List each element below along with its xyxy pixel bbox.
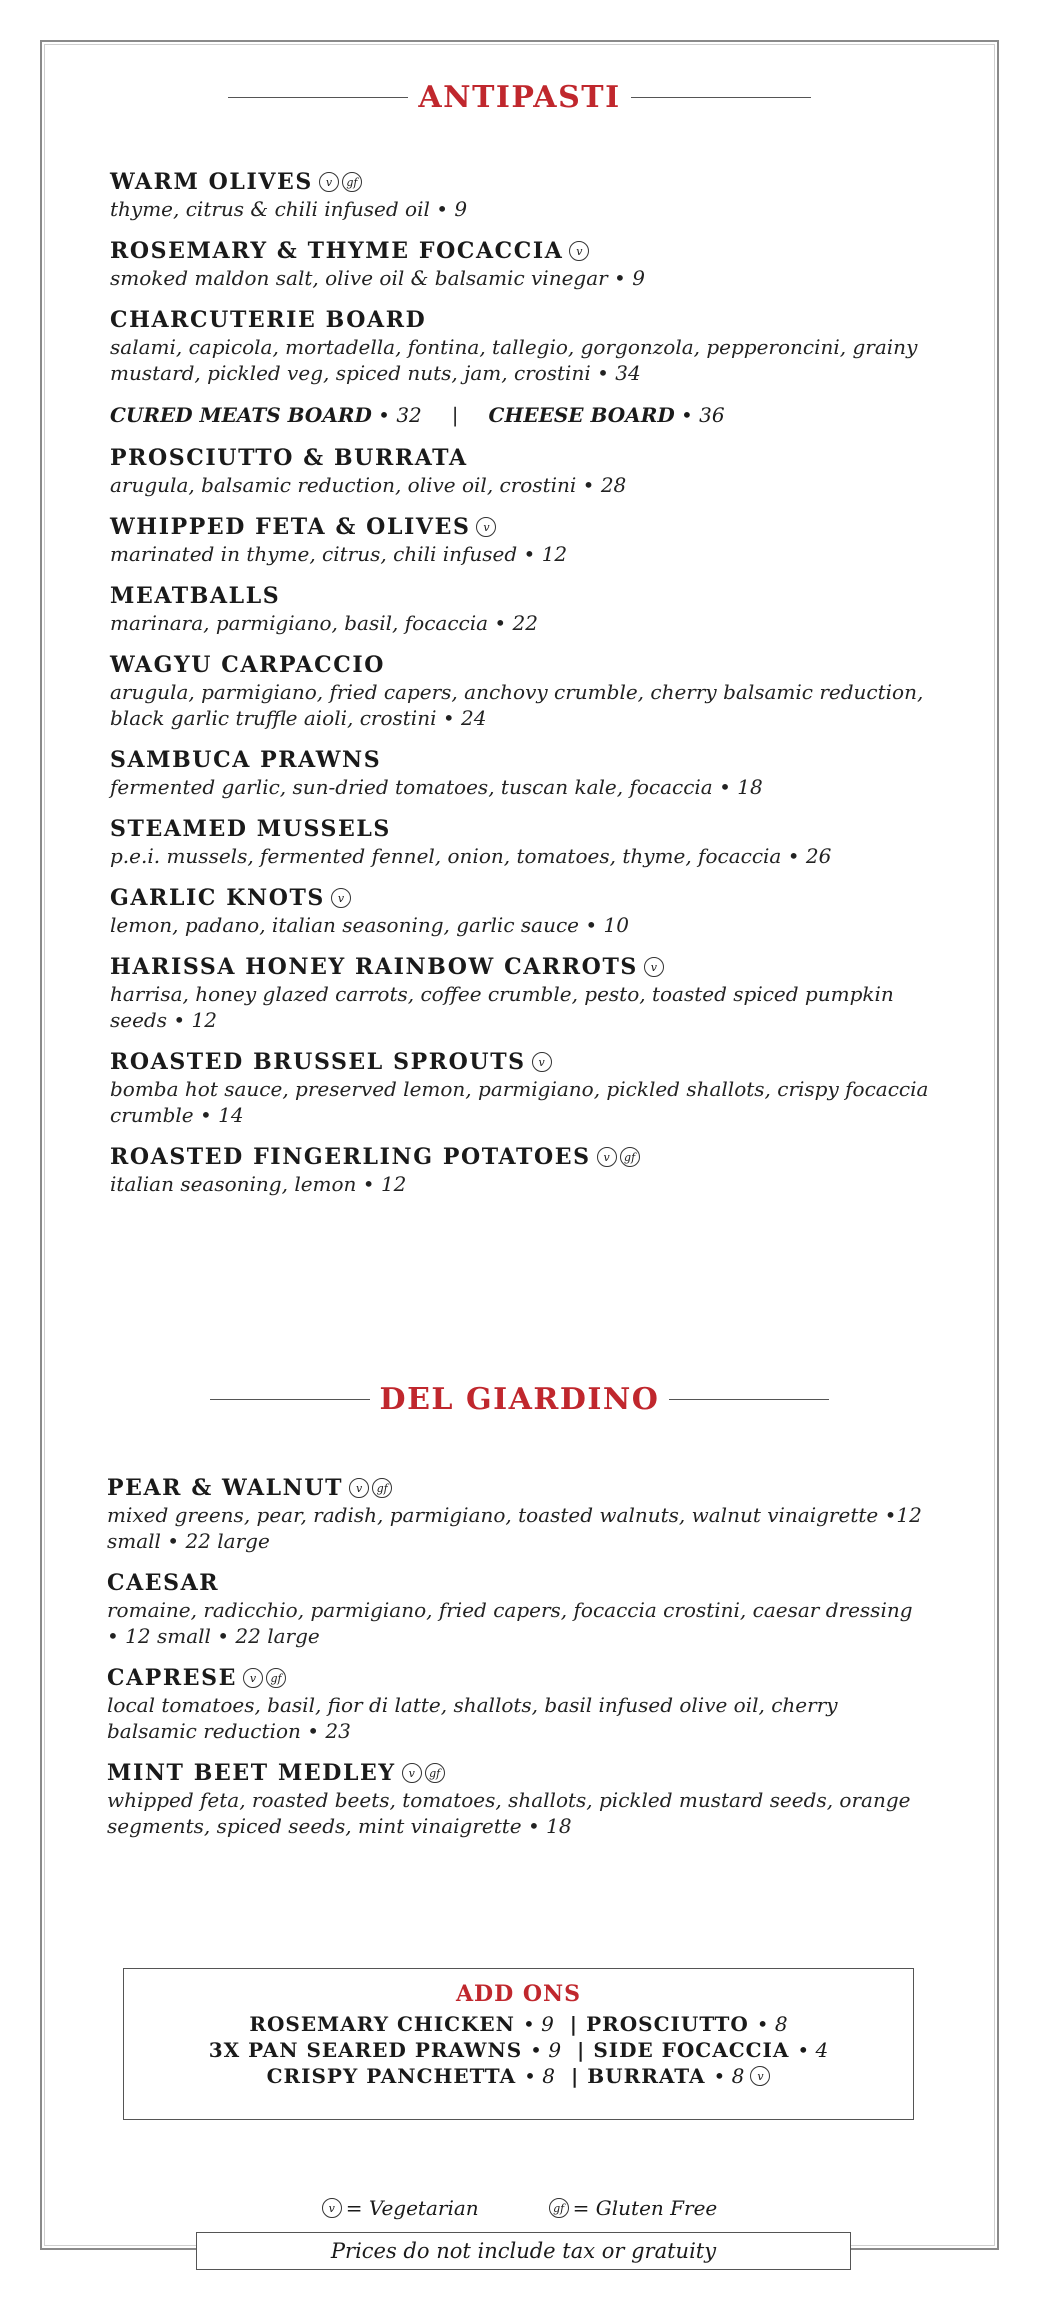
- vegetarian-badge-icon: v: [243, 1668, 263, 1688]
- menu-item-name: STEAMED MUSSELS: [110, 816, 391, 842]
- menu-item-description: whipped feta, roasted beets, tomatoes, shallots, pickled mustard seeds, orange segments, spiced seeds, mint vinaigrette • 18: [107, 1788, 911, 1838]
- menu-item-name-row: [110, 306, 930, 334]
- legend-vegetarian: [322, 2196, 479, 2220]
- vegetarian-badge-icon: v: [750, 2066, 770, 2086]
- menu-item: [110, 746, 930, 800]
- legend-vegetarian-label: = Vegetarian: [345, 2196, 479, 2220]
- menu-item-description: lemon, padano, italian seasoning, garlic sauce • 10: [110, 913, 629, 937]
- menu-item-name: CHARCUTERIE BOARD: [110, 307, 427, 333]
- cured-meats-board-name: CURED MEATS BOARD: [110, 403, 372, 427]
- giardino-heading-row: [0, 1382, 1039, 1417]
- menu-item-name: ROSEMARY & THYME FOCACCIA: [110, 238, 564, 264]
- giardino-heading: DEL GIARDINO: [379, 1382, 660, 1417]
- boards-row: [110, 401, 930, 429]
- menu-item: [107, 1474, 927, 1554]
- giardino-list: [107, 1474, 927, 1854]
- menu-item-description: fermented garlic, sun-dried tomatoes, tuscan kale, focaccia • 18: [110, 775, 763, 799]
- legend-gluten-free: [549, 2196, 718, 2220]
- menu-item-name: WARM OLIVES: [110, 169, 313, 195]
- addons-line-2: [124, 2037, 913, 2063]
- cheese-board-name: CHEESE BOARD: [488, 403, 675, 427]
- addon-name: BURRATA: [587, 2064, 706, 2088]
- menu-item-description: arugula, balsamic reduction, olive oil, crostini • 28: [110, 473, 627, 497]
- addons-line-1: [124, 2011, 913, 2037]
- heading-rule-right: [631, 97, 811, 98]
- menu-item-name: ROASTED BRUSSEL SPROUTS: [110, 1049, 526, 1075]
- cured-meats-board-price: • 32: [378, 403, 422, 427]
- vegetarian-badge-icon: v: [569, 241, 589, 261]
- antipasti-heading: ANTIPASTI: [418, 80, 621, 115]
- menu-item: [110, 884, 930, 938]
- menu-item-name-row: [110, 444, 930, 472]
- menu-item: [107, 1569, 927, 1649]
- menu-item-name: GARLIC KNOTS: [110, 885, 325, 911]
- vegetarian-badge-icon: v: [597, 1147, 617, 1167]
- menu-item-name: PROSCIUTTO & BURRATA: [110, 445, 468, 471]
- menu-item-description: salami, capicola, mortadella, fontina, tallegio, gorgonzola, pepperoncini, grainy mustard, pickled veg, spiced nuts, jam, crostini • 34: [110, 335, 918, 385]
- menu-item: [107, 1664, 927, 1744]
- price-footnote: Prices do not include tax or gratuity: [196, 2232, 851, 2270]
- vegetarian-badge-icon: v: [402, 1763, 422, 1783]
- gluten-free-badge-icon: gf: [266, 1668, 286, 1688]
- addon-name: 3X PAN SEARED PRAWNS: [208, 2038, 523, 2062]
- menu-item-description: romaine, radicchio, parmigiano, fried capers, focaccia crostini, caesar dressing • 12 small • 22 large: [107, 1598, 913, 1648]
- vegetarian-badge-icon: v: [322, 2198, 342, 2218]
- addon-name: CRISPY PANCHETTA: [266, 2064, 517, 2088]
- menu-item-name: CAPRESE: [107, 1665, 238, 1691]
- menu-item-name-row: [110, 513, 930, 541]
- vegetarian-badge-icon: v: [532, 1052, 552, 1072]
- menu-item: [110, 237, 930, 291]
- menu-item-name: HARISSA HONEY RAINBOW CARROTS: [110, 954, 638, 980]
- boards-separator: |: [451, 403, 459, 427]
- menu-item-description: bomba hot sauce, preserved lemon, parmigiano, pickled shallots, crispy focaccia crumble • 14: [110, 1077, 929, 1127]
- menu-item-name-row: [107, 1759, 927, 1787]
- menu-item: [110, 953, 930, 1033]
- menu-item-name-row: [110, 815, 930, 843]
- menu-item-description: marinara, parmigiano, basil, focaccia • 22: [110, 611, 539, 635]
- menu-item-name-row: [110, 746, 930, 774]
- addon-name: SIDE FOCACCIA: [593, 2038, 790, 2062]
- addon-price: • 4: [797, 2038, 829, 2062]
- vegetarian-badge-icon: v: [331, 888, 351, 908]
- menu-item-name: MEATBALLS: [110, 583, 281, 609]
- diet-legend: [0, 2196, 1039, 2220]
- menu-item: [110, 815, 930, 869]
- menu-item: [110, 513, 930, 567]
- menu-item-name-row: [110, 953, 930, 981]
- vegetarian-badge-icon: v: [476, 517, 496, 537]
- menu-item-name: PEAR & WALNUT: [107, 1475, 344, 1501]
- menu-item: [110, 168, 930, 222]
- menu-item-name-row: [110, 582, 930, 610]
- menu-item: [107, 1759, 927, 1839]
- menu-item-name: SAMBUCA PRAWNS: [110, 747, 382, 773]
- gluten-free-badge-icon: gf: [372, 1478, 392, 1498]
- menu-item-description: mixed greens, pear, radish, parmigiano, toasted walnuts, walnut vinaigrette •12 small • 22 large: [107, 1503, 922, 1553]
- menu-item-name: CAESAR: [107, 1570, 220, 1596]
- menu-item-description: smoked maldon salt, olive oil & balsamic vinegar • 9: [110, 266, 645, 290]
- gluten-free-badge-icon: gf: [549, 2198, 569, 2218]
- menu-item-name: WHIPPED FETA & OLIVES: [110, 514, 471, 540]
- menu-item-name-row: [107, 1569, 927, 1597]
- menu-item: [110, 651, 930, 731]
- menu-item-description: local tomatoes, basil, fior di latte, shallots, basil infused olive oil, cherry balsamic reduction • 23: [107, 1693, 838, 1743]
- menu-item: [110, 1048, 930, 1128]
- gluten-free-badge-icon: gf: [342, 172, 362, 192]
- heading-rule-right: [669, 1399, 829, 1400]
- legend-gluten-free-label: = Gluten Free: [572, 2196, 718, 2220]
- vegetarian-badge-icon: v: [319, 172, 339, 192]
- menu-item-name-row: [110, 1048, 930, 1076]
- vegetarian-badge-icon: v: [349, 1478, 369, 1498]
- menu-item-name-row: [110, 1143, 930, 1171]
- menu-item-name-row: [110, 237, 930, 265]
- addon-name: PROSCIUTTO: [586, 2012, 749, 2036]
- gluten-free-badge-icon: gf: [425, 1763, 445, 1783]
- menu-item-name-row: [107, 1664, 927, 1692]
- antipasti-heading-row: [0, 80, 1039, 115]
- addon-separator: |: [577, 2038, 586, 2062]
- addon-separator: |: [569, 2012, 579, 2036]
- addon-price: • 9: [522, 2012, 554, 2036]
- menu-item: [110, 1143, 930, 1197]
- addons-line-3: [124, 2063, 913, 2089]
- menu-item-description: harrisa, honey glazed carrots, coffee crumble, pesto, toasted spiced pumpkin seeds • 12: [110, 982, 894, 1032]
- menu-item-name: MINT BEET MEDLEY: [107, 1760, 396, 1786]
- antipasti-list: [110, 168, 930, 1212]
- addon-price: • 8: [756, 2012, 788, 2036]
- addons-title: ADD ONS: [455, 1981, 582, 2007]
- menu-item-name-row: [110, 168, 930, 196]
- addons-box: [123, 1968, 914, 2120]
- heading-rule-left: [228, 97, 408, 98]
- menu-item-name-row: [107, 1474, 927, 1502]
- addon-price: • 8: [713, 2064, 745, 2088]
- addon-price: • 9: [530, 2038, 562, 2062]
- menu-item-description: marinated in thyme, citrus, chili infused • 12: [110, 542, 568, 566]
- menu-item: [110, 306, 930, 386]
- menu-item-name-row: [110, 651, 930, 679]
- gluten-free-badge-icon: gf: [620, 1147, 640, 1167]
- menu-item-name: WAGYU CARPACCIO: [110, 652, 386, 678]
- heading-rule-left: [210, 1399, 370, 1400]
- cheese-board-price: • 36: [681, 403, 725, 427]
- menu-item: [110, 444, 930, 498]
- addon-price: • 8: [524, 2064, 555, 2088]
- menu-item-name-row: [110, 884, 930, 912]
- menu-item-description: arugula, parmigiano, fried capers, anchovy crumble, cherry balsamic reduction, black garlic truffle aioli, crostini • 24: [110, 680, 924, 730]
- menu-item: [110, 582, 930, 636]
- addon-separator: |: [570, 2064, 580, 2088]
- menu-item-description: italian seasoning, lemon • 12: [110, 1172, 407, 1196]
- menu-item-name: ROASTED FINGERLING POTATOES: [110, 1144, 591, 1170]
- menu-item-description: p.e.i. mussels, fermented fennel, onion, tomatoes, thyme, focaccia • 26: [110, 844, 832, 868]
- menu-item-description: thyme, citrus & chili infused oil • 9: [110, 197, 468, 221]
- addon-name: ROSEMARY CHICKEN: [249, 2012, 515, 2036]
- vegetarian-badge-icon: v: [644, 957, 664, 977]
